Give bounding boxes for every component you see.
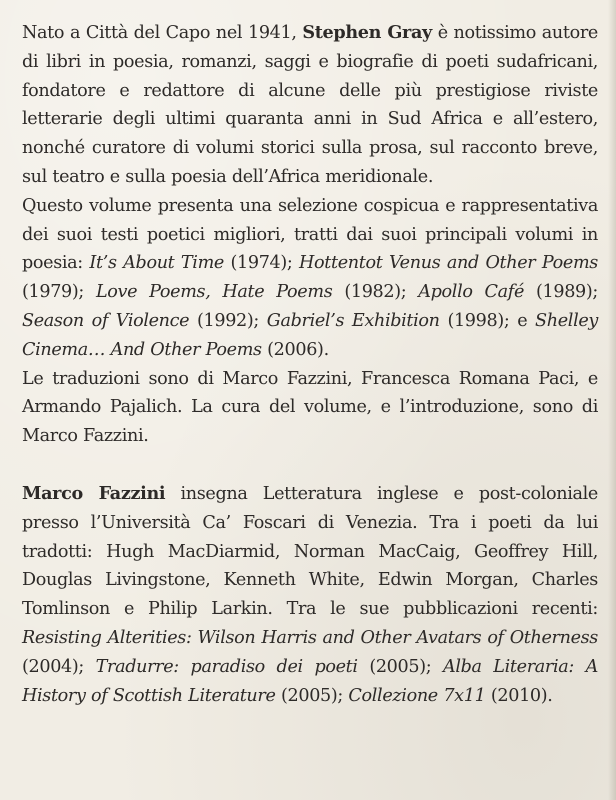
publication-title: Resisting Alterities: Wilson Harris and Other Avatars of Otherness [22,627,598,648]
publication-year: (2004); [22,656,96,677]
book-year: (1974); [223,253,300,274]
book-back-text [22,19,598,710]
page-edge-shadow [608,0,616,800]
book-year: (1982); [332,282,419,303]
author-bio-text: è notissimo autore di libri in poesia, romanzi, saggi e biografie di poeti sudafricani, fondatore e redattore di alcune delle più prestigiose riviste letterarie degli ultimi quaranta anni in Sud Africa e all’estero, nonché curatore di volumi storici sulla prosa, sul racconto breve, sul teatro e sulla poesia dell’Africa meridionale. [22,23,598,187]
publication-year: (2010). [485,685,553,706]
publication-year: (2005); [275,685,349,706]
book-year: (1992); [189,310,267,331]
book-title: Apollo Café [418,282,525,303]
publication-title: Tradurre: paradiso dei poeti [95,656,358,677]
book-title: Hottentot Venus and Other Poems [299,253,598,274]
book-title: Season of Violence [22,310,190,331]
volume-description-paragraph [22,192,598,365]
book-year: (1979); [22,282,96,303]
publication-title: Collezione 7x11 [348,685,486,706]
book-title: Shelley Cinema… And Other Poems [22,310,598,360]
author-bio-paragraph [22,19,598,192]
book-title: Love Poems, Hate Poems [95,282,333,303]
author-bio-text: Nato a Città del Capo nel 1941, [22,23,303,43]
book-year: (2006). [261,339,329,360]
book-year: (1989); [524,282,598,303]
translators-paragraph: Le traduzioni sono di Marco Fazzini, Francesca Romana Paci, e Armando Pajalich. La cura del volume, e l’introduzione, sono di Marco Fazzini. [22,368,598,447]
editor-name: Marco Fazzini [22,482,166,504]
volume-text: Questo volume presenta una selezione cospicua e rappresentativa dei suoi testi poetici migliori, tratti dai suoi principali volumi in poesia: [22,195,598,274]
book-year: (1998); e [439,310,536,331]
book-title: Gabriel’s Exhibition [266,310,440,331]
publication-year: (2005); [357,656,443,677]
paragraph-spacer [22,451,598,480]
editor-bio-text: insegna Letteratura inglese e post-coloniale presso l’Università Ca’ Foscari di Venezia. Tra i poeti da lui tradotti: Hugh MacDiarmid, Norman MacCaig, Geoffrey Hill, Douglas Livingstone, Kenneth White, Edwin Morgan, Charles Tomlinson e Philip Larkin. Tra le sue pubblicazioni recenti: [22,483,598,620]
editor-bio-paragraph [22,480,598,710]
publication-title: Alba Literaria: A History of Scottish Literature [22,656,598,706]
author-name: Stephen Gray [302,22,432,43]
book-title: It’s About Time [89,253,224,274]
